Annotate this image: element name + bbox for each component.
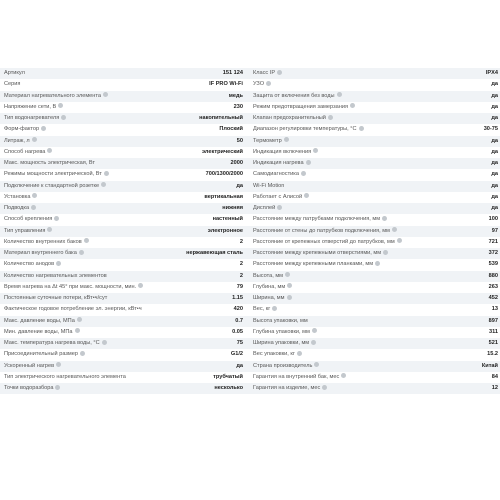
spec-value: G1/2: [230, 351, 243, 358]
info-icon[interactable]: [101, 182, 106, 187]
info-icon[interactable]: [287, 295, 292, 300]
spec-label-text: Класс IP: [253, 70, 276, 76]
spec-label: [253, 79, 271, 90]
spec-label-text: Индикация нагрева: [253, 160, 304, 166]
spec-label: [253, 91, 342, 102]
spec-value: вертикальная: [204, 193, 243, 200]
spec-value: 230: [233, 103, 243, 110]
spec-label: [4, 102, 63, 113]
spec-row: [0, 147, 249, 158]
spec-label-text: Количество анодов: [4, 261, 55, 268]
spec-row: [249, 169, 500, 180]
spec-row: [249, 91, 500, 102]
spec-row: [249, 361, 500, 372]
spec-label-text: Расстояние от крепежных отверстий до патрубков, мм: [253, 238, 395, 245]
spec-label-text: Форм-фактор: [4, 126, 40, 133]
spec-value: да: [491, 205, 498, 211]
info-icon[interactable]: [301, 171, 306, 176]
spec-value: нижняя: [222, 205, 243, 211]
spec-value: да: [236, 362, 243, 369]
spec-label: [4, 361, 61, 372]
spec-value: да: [236, 182, 243, 189]
spec-row: [0, 338, 249, 349]
info-icon[interactable]: [79, 250, 84, 255]
spec-label-text: Фактическое годовое потребление эл. энергии, кВт•ч: [4, 306, 142, 313]
spec-label-text: Количество внутренних баков: [4, 238, 82, 245]
spec-value: да: [491, 115, 498, 121]
info-icon[interactable]: [350, 103, 355, 108]
spec-row: [0, 136, 249, 147]
spec-value: 2: [239, 261, 243, 268]
info-icon[interactable]: [61, 115, 66, 120]
spec-label: [4, 372, 126, 383]
spec-label-text: Глубина, мм: [253, 283, 286, 290]
spec-row: [249, 68, 500, 79]
spec-value: электронное: [207, 227, 243, 234]
spec-row: [249, 349, 500, 360]
spec-value: да: [491, 160, 498, 166]
spec-row: [0, 113, 249, 124]
spec-label-text: Присоединительный размер: [4, 351, 78, 358]
info-icon[interactable]: [328, 115, 333, 120]
spec-label: [253, 192, 309, 203]
spec-row: [249, 203, 500, 214]
info-icon[interactable]: [272, 306, 277, 311]
spec-label-text: Wi-Fi Motion: [253, 182, 285, 189]
spec-value: трубчатый: [213, 373, 243, 380]
spec-label: [253, 349, 302, 360]
spec-row: [249, 271, 500, 282]
info-icon[interactable]: [313, 148, 318, 153]
info-icon[interactable]: [55, 385, 60, 390]
spec-label-text: Время нагрева на Δt 45° при макс. мощности, мин.: [4, 283, 137, 290]
spec-label: [4, 79, 20, 90]
spec-label: [253, 293, 292, 304]
spec-label: [4, 169, 109, 180]
info-icon[interactable]: [297, 351, 302, 356]
spec-label: [4, 349, 85, 360]
info-icon[interactable]: [322, 385, 327, 390]
spec-label: [253, 147, 318, 158]
spec-row: [0, 237, 249, 248]
spec-label: [4, 68, 25, 79]
spec-row: [0, 214, 249, 225]
spec-row: [249, 113, 500, 124]
info-icon[interactable]: [138, 283, 143, 288]
spec-value: 539: [488, 261, 498, 268]
spec-label-text: Мин. давление воды, МПа: [4, 328, 73, 335]
spec-label: [4, 226, 52, 237]
info-icon[interactable]: [392, 227, 397, 232]
spec-label-text: Ускоренный нагрев: [4, 362, 55, 369]
spec-value: Китай: [481, 362, 498, 369]
spec-label: [4, 158, 95, 169]
spec-label: [4, 338, 107, 349]
spec-label-text: Гарантия на внутренний бак, мес: [253, 373, 340, 380]
spec-label: [253, 181, 284, 192]
spec-value: 0.7: [235, 317, 243, 324]
specs-right-column: [249, 68, 500, 426]
spec-row: [0, 372, 249, 383]
info-icon[interactable]: [32, 137, 37, 142]
spec-row: [0, 124, 249, 135]
spec-label: [253, 124, 364, 135]
info-icon[interactable]: [287, 283, 292, 288]
spec-row: [0, 293, 249, 304]
spec-label: [253, 338, 316, 349]
spec-label-text: Материал внутреннего бака: [4, 250, 77, 256]
spec-label: [253, 248, 388, 259]
spec-label-text: Тип управления: [4, 227, 46, 234]
spec-value: да: [491, 81, 498, 88]
spec-label-text: Макс. температура нагрева воды, °С: [4, 340, 100, 346]
spec-value: 15.2: [487, 351, 498, 358]
spec-label: [4, 113, 66, 124]
spec-row: [249, 248, 500, 259]
spec-value: 452: [488, 295, 498, 301]
spec-label: [4, 327, 80, 338]
spec-label-text: Постоянные суточные потери, кВт•ч/сут: [4, 295, 108, 301]
info-icon[interactable]: [375, 261, 380, 266]
spec-label: [253, 304, 277, 315]
info-icon[interactable]: [284, 137, 289, 142]
spec-row: [0, 361, 249, 372]
spec-row: [0, 102, 249, 113]
spec-row: [0, 203, 249, 214]
spec-value: да: [491, 92, 498, 99]
spec-label-text: Вес упаковки, кг: [253, 351, 295, 358]
spec-label-text: Гарантия на изделие, мес: [253, 385, 321, 391]
spec-label: [253, 68, 282, 79]
spec-label-text: Тип водонагревателя: [4, 115, 60, 121]
spec-value: IPX4: [485, 70, 498, 76]
spec-row: [249, 293, 500, 304]
info-icon[interactable]: [75, 328, 80, 333]
spec-label-text: Глубина упаковки, мм: [253, 328, 310, 335]
spec-label-text: Режим предотвращения замерзания: [253, 103, 348, 110]
info-icon[interactable]: [382, 216, 387, 221]
spec-label-text: Высота, мм: [253, 272, 284, 279]
spec-value: да: [491, 137, 498, 144]
spec-label-text: Макс. мощность электрическая, Вт: [4, 160, 95, 166]
spec-row: [0, 349, 249, 360]
spec-value: настенный: [212, 216, 243, 223]
spec-value: 2: [239, 238, 243, 245]
spec-value: 30-75: [483, 126, 498, 133]
spec-value: 372: [488, 250, 498, 256]
info-icon[interactable]: [277, 70, 282, 75]
spec-label-text: Самодиагностика: [253, 171, 299, 178]
spec-label: [253, 271, 290, 282]
info-icon[interactable]: [41, 126, 46, 131]
info-icon[interactable]: [56, 261, 61, 266]
spec-label: [253, 203, 282, 214]
spec-label-text: Расстояние между крепежными отверстиями, мм: [253, 250, 382, 256]
specs-table: [0, 68, 500, 426]
spec-value: да: [491, 148, 498, 155]
spec-value: 97: [491, 227, 498, 234]
spec-label: [253, 136, 289, 147]
spec-label-text: Режимы мощности электрической, Вт: [4, 171, 102, 178]
spec-value: 1.15: [232, 295, 243, 301]
spec-value: да: [491, 182, 498, 189]
spec-value: 100: [488, 216, 498, 223]
spec-value: 50: [236, 137, 243, 144]
info-icon[interactable]: [31, 205, 36, 210]
spec-label-text: Расстояние от стены до патрубков подключения, мм: [253, 227, 390, 234]
spec-row: [249, 304, 500, 315]
spec-label-text: Ширина, мм: [253, 295, 285, 301]
info-icon[interactable]: [314, 362, 319, 367]
spec-value: 0.05: [232, 328, 243, 335]
spec-label-text: Артикул: [4, 70, 25, 76]
spec-row: [249, 158, 500, 169]
spec-label-text: Количество нагревательных элементов: [4, 272, 107, 279]
spec-label: [253, 158, 311, 169]
spec-label-text: Подключение к стандартной розетке: [4, 182, 100, 189]
spec-row: [249, 214, 500, 225]
info-icon[interactable]: [341, 373, 346, 378]
info-icon[interactable]: [102, 340, 107, 345]
spec-label: [253, 383, 327, 394]
spec-label-text: Подводка: [4, 205, 30, 211]
spec-value: да: [491, 193, 498, 200]
spec-row: [249, 192, 500, 203]
spec-label: [4, 383, 60, 394]
spec-label-text: Термометр: [253, 137, 282, 144]
spec-label: [4, 147, 52, 158]
spec-label-text: Работает с Алисой: [253, 193, 303, 200]
spec-label: [4, 214, 59, 225]
spec-row: [249, 102, 500, 113]
info-icon[interactable]: [312, 328, 317, 333]
spec-label-text: Защита от включения без воды: [253, 92, 335, 99]
info-icon[interactable]: [383, 250, 388, 255]
spec-row: [0, 181, 249, 192]
spec-label: [4, 181, 106, 192]
spec-label: [253, 361, 319, 372]
spec-label: [4, 271, 107, 282]
spec-value: Плоский: [219, 126, 243, 133]
spec-value: 880: [488, 272, 498, 279]
info-icon[interactable]: [337, 92, 342, 97]
spec-value: 420: [233, 306, 243, 313]
spec-value: 263: [488, 283, 498, 290]
spec-label: [4, 304, 142, 315]
spec-value: 2000: [230, 160, 243, 166]
spec-label-text: Клапан предохранительный: [253, 115, 326, 121]
spec-label: [4, 91, 108, 102]
spec-row: [249, 327, 500, 338]
info-icon[interactable]: [306, 160, 311, 165]
info-icon[interactable]: [266, 81, 271, 86]
info-icon[interactable]: [311, 340, 316, 345]
spec-label: [4, 136, 37, 147]
spec-row: [0, 68, 249, 79]
spec-value: 84: [491, 373, 498, 380]
spec-label: [4, 282, 143, 293]
spec-label: [4, 192, 37, 203]
spec-label-text: Тип электрического нагревательного элемента: [4, 373, 126, 380]
spec-value: медь: [228, 92, 243, 99]
spec-row: [0, 158, 249, 169]
info-icon[interactable]: [285, 272, 290, 277]
spec-row: [249, 226, 500, 237]
spec-value: 521: [488, 340, 498, 346]
spec-label: [253, 102, 355, 113]
spec-row: [0, 226, 249, 237]
spec-value: да: [491, 103, 498, 110]
spec-row: [249, 79, 500, 90]
spec-value: IF PRO Wi-Fi: [209, 81, 243, 88]
info-icon[interactable]: [32, 193, 37, 198]
spec-value: накопительный: [199, 115, 243, 121]
spec-value: 13: [491, 306, 498, 313]
spec-row: [0, 192, 249, 203]
spec-row: [249, 124, 500, 135]
spec-label: [4, 237, 89, 248]
spec-value: электрический: [201, 148, 243, 155]
spec-value: несколько: [214, 385, 243, 391]
spec-row: [249, 259, 500, 270]
spec-row: [249, 338, 500, 349]
spec-row: [0, 91, 249, 102]
spec-row: [249, 147, 500, 158]
info-icon[interactable]: [47, 227, 52, 232]
spec-row: [249, 372, 500, 383]
spec-row: [0, 248, 249, 259]
spec-label-text: Дисплей: [253, 205, 276, 211]
spec-label-text: Вес, кг: [253, 306, 271, 313]
spec-row: [0, 271, 249, 282]
spec-label-text: Диапазон регулировки температуры, °С: [253, 126, 357, 133]
info-icon[interactable]: [77, 317, 82, 322]
info-icon[interactable]: [103, 92, 108, 97]
specs-left-column: [0, 68, 249, 426]
spec-value: 311: [488, 328, 498, 335]
spec-label-text: Макс. давление воды, МПа: [4, 317, 75, 324]
info-icon[interactable]: [58, 103, 63, 108]
spec-value: 2: [239, 272, 243, 279]
spec-value: 700/1300/2000: [205, 171, 243, 178]
spec-value: 897: [488, 317, 498, 324]
info-icon[interactable]: [277, 205, 282, 210]
info-icon[interactable]: [359, 126, 364, 131]
spec-label-text: Ширина упаковки, мм: [253, 340, 310, 346]
spec-row: [249, 237, 500, 248]
spec-row: [0, 282, 249, 293]
spec-label-text: Литраж, л: [4, 137, 30, 144]
spec-label: [4, 124, 46, 135]
spec-label-text: Серия: [4, 81, 21, 88]
spec-row: [0, 169, 249, 180]
spec-label-text: Напряжение сети, В: [4, 103, 57, 110]
spec-label-text: Материал нагревательного элемента: [4, 92, 101, 99]
spec-label: [4, 248, 84, 259]
spec-label: [253, 327, 317, 338]
spec-row: [0, 316, 249, 327]
spec-row: [249, 282, 500, 293]
spec-row: [0, 259, 249, 270]
spec-label-text: Высота упаковки, мм: [253, 317, 308, 324]
spec-label-text: Способ нагрева: [4, 148, 46, 155]
spec-label-text: Расстояние между крепежными планками, мм: [253, 261, 374, 268]
spec-value: нержавеющая сталь: [186, 250, 243, 256]
spec-label: [253, 214, 387, 225]
spec-row: [0, 79, 249, 90]
spec-label-text: Способ крепления: [4, 216, 53, 223]
spec-value: 12: [491, 385, 498, 391]
info-icon[interactable]: [397, 238, 402, 243]
spec-label: [253, 316, 308, 327]
spec-label: [253, 169, 306, 180]
spec-row: [249, 136, 500, 147]
spec-label: [253, 372, 346, 383]
spec-label-text: Установка: [4, 193, 31, 200]
spec-label: [253, 282, 292, 293]
spec-value: 151 124: [222, 70, 243, 76]
spec-label: [4, 316, 82, 327]
info-icon[interactable]: [56, 362, 61, 367]
spec-label-text: Точки водоразбора: [4, 385, 54, 391]
spec-label: [253, 259, 380, 270]
spec-row: [249, 383, 500, 394]
info-icon[interactable]: [84, 238, 89, 243]
spec-label: [4, 203, 36, 214]
spec-row: [0, 383, 249, 394]
info-icon[interactable]: [304, 193, 309, 198]
spec-label: [253, 226, 397, 237]
spec-label-text: Индикация включения: [253, 148, 312, 155]
spec-label-text: Расстояние между патрубками подключения, мм: [253, 216, 381, 223]
spec-label: [253, 113, 333, 124]
spec-label-text: УЗО: [253, 81, 265, 88]
spec-value: 75: [236, 340, 243, 346]
spec-label-text: Страна производитель: [253, 362, 313, 369]
spec-row: [249, 181, 500, 192]
spec-value: 79: [236, 283, 243, 290]
info-icon[interactable]: [54, 216, 59, 221]
spec-value: 721: [488, 238, 498, 245]
info-icon[interactable]: [104, 171, 109, 176]
spec-label: [4, 293, 107, 304]
info-icon[interactable]: [80, 351, 85, 356]
spec-value: да: [491, 171, 498, 178]
spec-label: [253, 237, 402, 248]
info-icon[interactable]: [47, 148, 52, 153]
spec-label: [4, 259, 61, 270]
spec-row: [0, 327, 249, 338]
spec-row: [249, 316, 500, 327]
spec-row: [0, 304, 249, 315]
